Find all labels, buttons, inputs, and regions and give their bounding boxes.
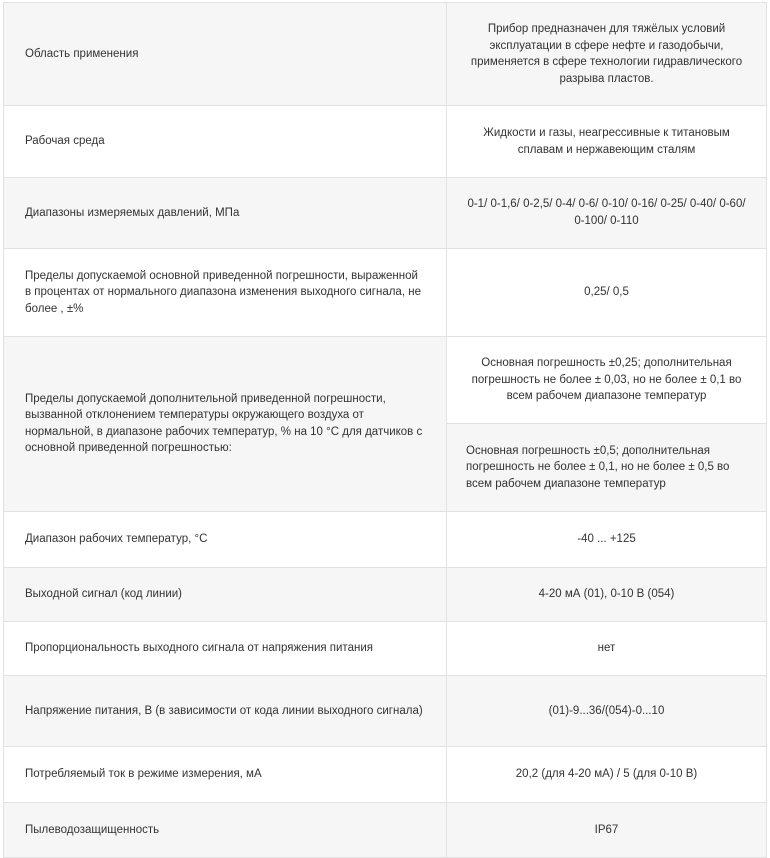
row-label-ingress-protection: Пылеводозащищенность (4, 802, 447, 857)
table-row (4, 567, 767, 621)
row-label-application-area: Область применения (4, 3, 447, 106)
table-row (4, 177, 767, 248)
additional-error-option-025: Основная погрешность ±0,25; дополнительная погрешность не более ± 0,03, но не более ± 0,1 во всем рабочем диапазоне температур (447, 337, 766, 424)
table-row (4, 512, 767, 567)
row-label-additional-error: Пределы допускаемой дополнительной приведенной погрешности, вызванной отклонением температуры окружающего воздуха от нормальной, в диапазоне рабочих температур, % на 10 °С для датчиков с основной приведенной погрешностью: (4, 336, 447, 512)
table-row (4, 336, 767, 512)
row-value-current-consumption: 20,2 (для 4-20 мА) / 5 (для 0-10 В) (447, 747, 767, 802)
table-row (4, 621, 767, 675)
row-value-working-medium: Жидкости и газы, неагрессивные к титановым сплавам и нержавеющим сталям (447, 106, 767, 177)
row-label-operating-temperature: Диапазон рабочих температур, °С (4, 512, 447, 567)
specifications-table (3, 2, 767, 858)
table-row (4, 3, 767, 106)
row-label-current-consumption: Потребляемый ток в режиме измерения, мА (4, 747, 447, 802)
row-value-supply-voltage: (01)-9...36/(054)-0...10 (447, 676, 767, 747)
table-row (4, 676, 767, 747)
row-value-ingress-protection: IP67 (447, 802, 767, 857)
table-row (4, 249, 767, 336)
row-value-additional-error (447, 336, 767, 512)
row-value-application-area: Прибор предназначен для тяжёлых условий эксплуатации в сфере нефте и газодобычи, применяется в сфере технологии гидравлического разрыва пластов. (447, 3, 767, 106)
table-row (4, 802, 767, 857)
row-label-working-medium: Рабочая среда (4, 106, 447, 177)
row-value-proportionality: нет (447, 621, 767, 675)
row-value-basic-error: 0,25/ 0,5 (447, 249, 767, 336)
row-value-output-signal: 4-20 мА (01), 0-10 В (054) (447, 567, 767, 621)
row-label-pressure-ranges: Диапазоны измеряемых давлений, МПа (4, 177, 447, 248)
row-label-proportionality: Пропорциональность выходного сигнала от напряжения питания (4, 621, 447, 675)
row-label-basic-error: Пределы допускаемой основной приведенной погрешности, выраженной в процентах от нормального диапазона изменения выходного сигнала, не более , ±% (4, 249, 447, 336)
row-label-output-signal: Выходной сигнал (код линии) (4, 567, 447, 621)
row-value-pressure-ranges: 0-1/ 0-1,6/ 0-2,5/ 0-4/ 0-6/ 0-10/ 0-16/ 0-25/ 0-40/ 0-60/ 0-100/ 0-110 (447, 177, 767, 248)
row-label-supply-voltage: Напряжение питания, В (в зависимости от кода линии выходного сигнала) (4, 676, 447, 747)
row-value-operating-temperature: -40 ... +125 (447, 512, 767, 567)
additional-error-option-05: Основная погрешность ±0,5; дополнительная погрешность не более ± 0,1, но не более ± 0,5 во всем рабочем диапазоне температур (466, 444, 730, 490)
table-row (4, 747, 767, 802)
table-row (4, 106, 767, 177)
